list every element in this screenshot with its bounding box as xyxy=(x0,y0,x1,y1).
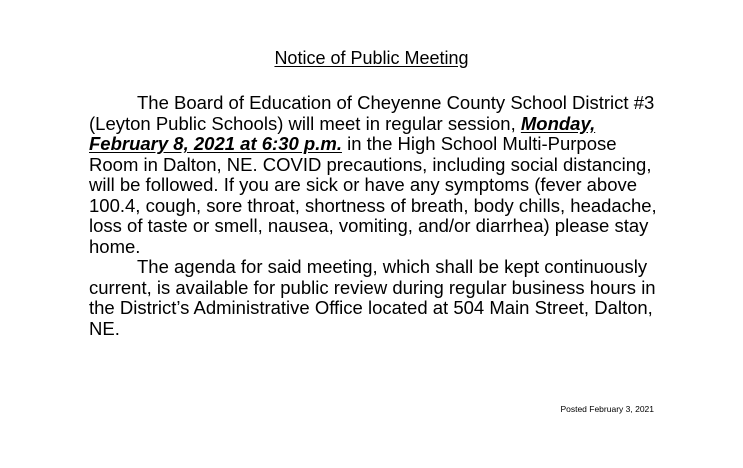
meeting-details-paragraph xyxy=(89,93,659,257)
agenda-paragraph: The agenda for said meeting, which shall be kept continuously current, is available for public review during regular business hours in the District’s Administrative Office located at 504 Main Street, Dalton, NE. xyxy=(89,256,656,339)
paragraph1-rest: in the High School Multi-Purpose Room in Dalton, NE. COVID precautions, including social distancing, will be followed. If you are sick or have any symptoms (fever above 100.4, cough, sore throat, shortness of breath, body chills, headache, loss of taste or smell, nausea, vomiting, and/or diarrhea) please stay home. xyxy=(89,133,657,257)
notice-title: Notice of Public Meeting xyxy=(274,48,469,68)
meeting-date-time: Monday, February 8, 2021 at 6:30 p.m. xyxy=(89,112,596,154)
paragraph1-intro: The Board of Education of Cheyenne County School District #3 (Leyton Public Schools) will meet in regular session, xyxy=(89,92,655,134)
posted-date: Posted February 3, 2021 xyxy=(560,404,654,414)
notice-body xyxy=(89,93,659,339)
